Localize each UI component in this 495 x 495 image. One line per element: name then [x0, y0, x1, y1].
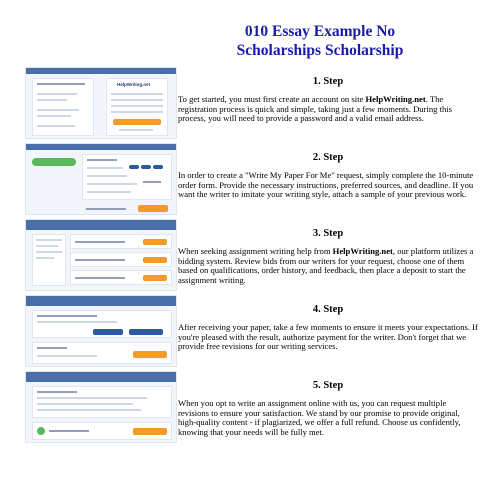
title-line-1: 010 Essay Example No: [244, 23, 396, 40]
next-button-thumb: [138, 205, 168, 212]
step-1: [0, 67, 495, 143]
step-2-title: 2. Step: [312, 152, 344, 163]
step-4-screenshot: [25, 295, 177, 367]
step-4-text: After receiving your paper, take a few moments to ensure it meets your expectations. If you're pleased with the result, authorize payment for the writer. Don't forget that we provide free revisions for our writing services.: [178, 322, 478, 352]
page-title: [160, 22, 480, 60]
step-1-text: To get started, you must first create an account on site HelpWriting.net. The registration process is quick and simple, taking just a few moments. During this process, you will need to provide a password and a valid email address.: [178, 94, 453, 124]
signup-button-thumb: [113, 119, 161, 125]
step-3: [0, 219, 495, 295]
step-5-screenshot: [25, 371, 177, 443]
step-2-screenshot: [25, 143, 177, 215]
step-1-title: 1. Step: [312, 76, 344, 87]
step-4-title: 4. Step: [312, 304, 344, 315]
title-line-2: Scholarships Scholarship: [236, 42, 404, 59]
brand-logo: HelpWriting.net: [117, 82, 151, 87]
step-3-text: When seeking assignment writing help from HelpWriting.net, our platform utilizes a bidding system. Review bids from our writers for your request, choose one of them based on qualifications, order history, and feedback, then place a deposit to start the assignment writing.: [178, 246, 474, 285]
step-5-title: 5. Step: [312, 380, 344, 391]
step-2-text: In order to create a "Write My Paper For Me" request, simply complete the 10-minute order form. Provide the necessary instructions, preferred sources, and deadline. If you want the writer to imitate your writing style, attach a sample of your previous work.: [178, 170, 474, 200]
step-5-text: When you opt to write an assignment online with us, you can request multiple revisions to ensure your satisfaction. We stand by our promise to provide original, high-quality content - if plagiarized, we offer a full refund. Choose us confidently, knowing that your needs will be fully met.: [178, 398, 461, 437]
step-2: [0, 143, 495, 219]
step-5: [0, 371, 495, 447]
step-4: [0, 295, 495, 371]
step-1-screenshot: [25, 67, 177, 139]
step-3-screenshot: [25, 219, 177, 291]
step-3-title: 3. Step: [312, 228, 344, 239]
